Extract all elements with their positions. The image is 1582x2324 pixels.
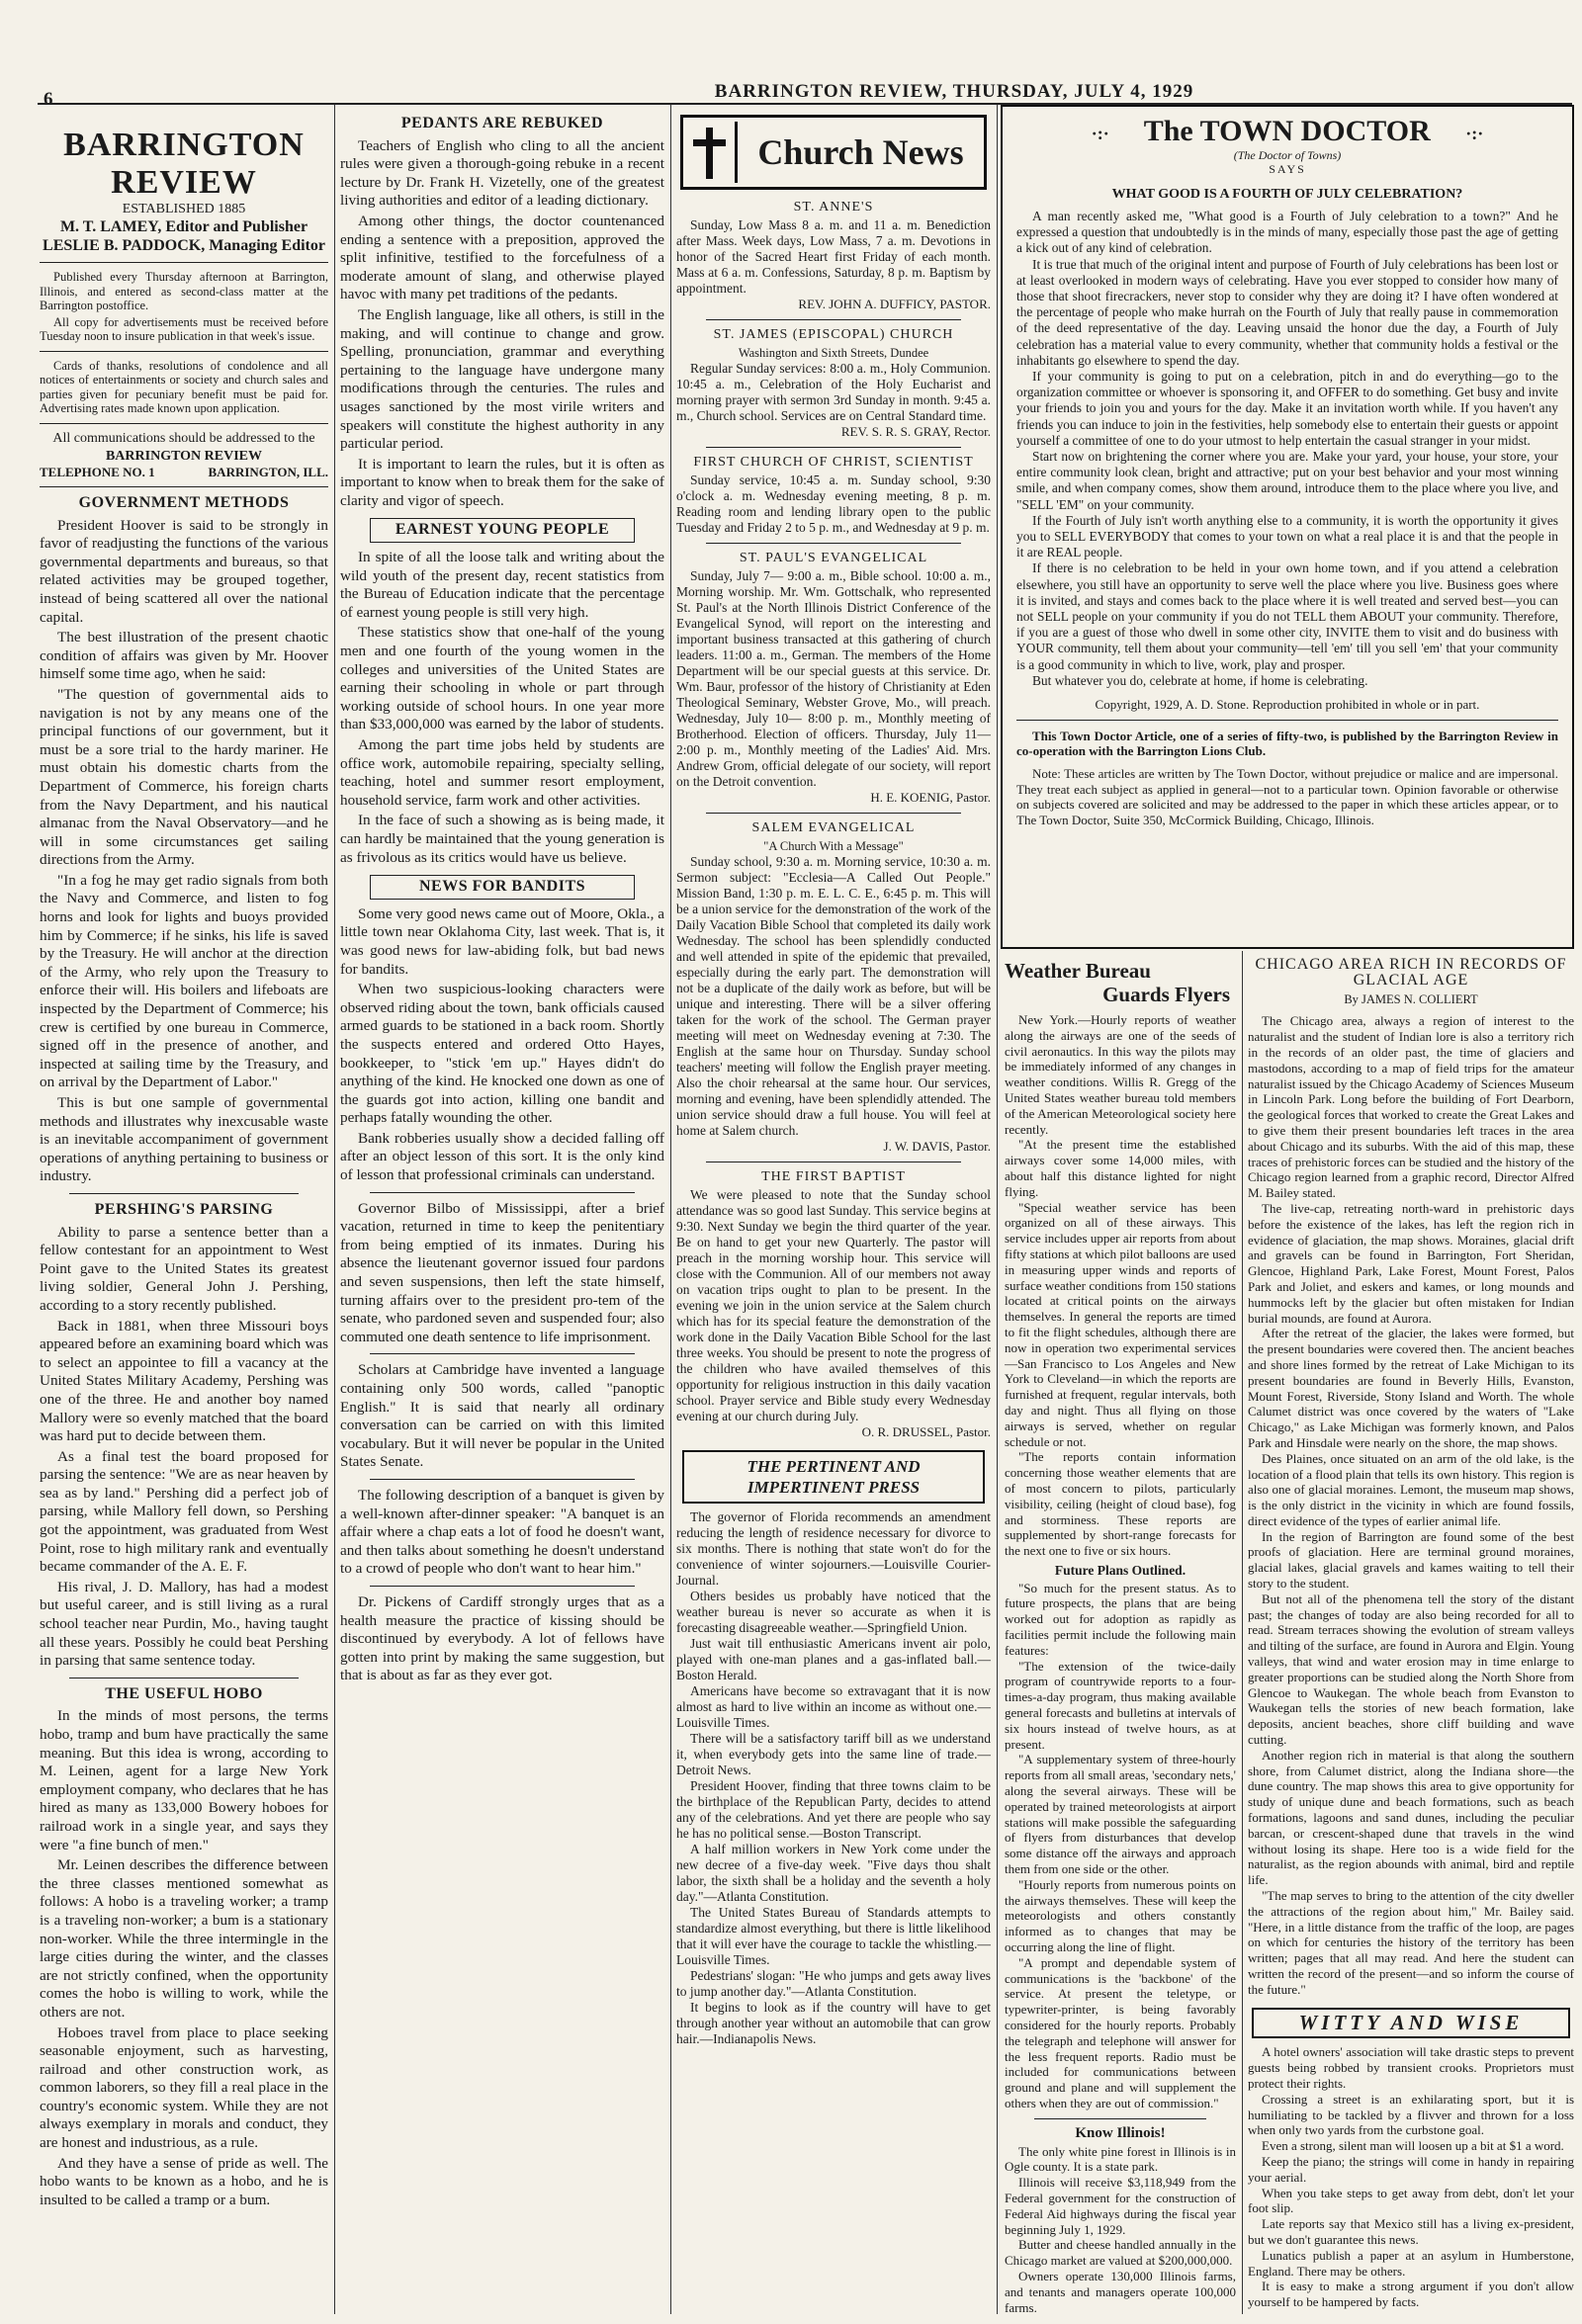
- divider: [706, 543, 961, 544]
- telephone: TELEPHONE NO. 1: [40, 464, 155, 479]
- town-doctor-paragraph: If the Fourth of July isn't worth anything else to a community, it is worth the opportunity it gives you to SELL EVERYBODY that comes to your town on what a real place it is and that the people in it are REAL people.: [1016, 512, 1558, 560]
- weather-subhead: Future Plans Outlined.: [1054, 1562, 1186, 1578]
- divider: [706, 319, 961, 320]
- press-item: Pedestrians' slogan: "He who jumps and gets away lives to jump another day."—Atlanta Constitution.: [676, 1968, 991, 1999]
- town-doctor-paragraph: If your community is going to put on a celebration, pitch in and do everything—go to the organization committee or whoever is sponsoring it, and OFFER to do something. Get busy and invite your friends to join you and yours for the day. Make it an invitation worth while. If you haven't any friends you can induce to join in the festivities, help somebody else to entertain their guests or appoint yourself a committee of one to do your utmost to help entertain the casual stranger in your midst.: [1016, 369, 1558, 448]
- headline-pershings-parsing: PERSHING'S PARSING: [94, 1200, 274, 1218]
- church-text: Sunday, Low Mass 8 a. m. and 11 a. m. Benediction after Mass. Week days, Low Mass, 7 a. m. Devotions in honor of the Sacred Heart first Friday of each month. Mass at 6 a. m. Confessions, Saturday, 8 p. m. Baptism by appointment.: [676, 217, 991, 296]
- divider: [69, 1193, 299, 1194]
- weather-headline-2: Guards Flyers: [1102, 983, 1230, 1006]
- chicago-byline: By JAMES N. COLLIERT: [1344, 991, 1478, 1006]
- church-news-title: Church News: [757, 132, 964, 172]
- issue-header: BARRINGTON REVIEW, THURSDAY, JULY 4, 1929: [714, 81, 1194, 102]
- church-signature: H. E. KOENIG, Pastor.: [870, 790, 991, 805]
- column-rule: [1242, 951, 1243, 2314]
- press-item: A half million workers in New York come under the new decree of a five-day week. "Five days thou shalt labor, the sixth shall be a holiday and the seventh a holy day."—Atlanta Constitution.: [676, 1842, 991, 1904]
- town-doctor-paragraph: Start now on brightening the corner where you are. Make your yard, your house, your store, your entire community look clean, bright and attractive; put on your best behavior and your most winning smile, and when company comes, show them around, introduce them to the place where you live, and "SELL 'EM" on your community.: [1016, 449, 1558, 512]
- town-doctor-subtitle: (The Doctor of Towns): [1233, 148, 1342, 162]
- chicago-headline: CHICAGO AREA RICH IN RECORDS OF GLACIAL AGE: [1255, 956, 1567, 989]
- contact-row: [40, 466, 328, 480]
- weather-paragraph: "So much for the present status. As to future prospects, the plans that are being worked out for adoption as rapidly as facilities permit include the following main features:: [1005, 1580, 1236, 1658]
- church-st-pauls: ST. PAUL'S EVANGELICAL: [739, 551, 928, 565]
- article-paragraph: Among other things, the doctor countenanced ending a sentence with a preposition, approved the split infinitive, testified to the forcefulness of a moderate amount of slang, and otherwise played havoc with many pet traditions of the pedants.: [340, 212, 664, 303]
- church-signature: REV. S. R. S. GRAY, Rector.: [840, 424, 991, 439]
- page-number: 6: [44, 89, 53, 110]
- divider: [40, 423, 328, 424]
- press-item: Just wait till enthusiastic Americans invent air polo, played with one-man planes and a gas-inflated ball.—Boston Herald.: [676, 1636, 991, 1682]
- town-doctor-paragraph: It is true that much of the original intent and purpose of Fourth of July celebrations has been lost or at least overlooked in modern ways of celebrating. Have you ever stopped to consider how many of those that shoot firecrackers, never stop to consider why they are doing it? I have often wondered at the percentage of people who make hurrah on the Fourth of July that really pause in commemoration of the deed representative of the day. Leaving unsaid the honor due the day, a Fourth of July celebration has a material value to every community, whether that community holds a festival or the inhabitants go elsewhere to spend the day.: [1016, 256, 1558, 368]
- church-sub: Washington and Sixth Streets, Dundee: [738, 346, 929, 360]
- press-item: The United States Bureau of Standards attempts to standardize almost everything, but there is little likelihood that it will ever have the courage to tackle the whistling.—Louisville Times.: [676, 1905, 991, 1967]
- town-doctor-note: Note: These articles are written by The Town Doctor, without prejudice or malice and are impersonal. They treat each subject as applied in general—not to a particular town. Opinion favorable or otherwise on subjects covered are solicited and may be addressed to the paper in which these articles appear, or to The Town Doctor, Suite 350, McCormick Building, Chicago, Illinois.: [1016, 766, 1558, 827]
- weather-paragraph: "Special weather service has been organized on all of these airways. This service includes upper air reports from about fifty stations at which pilot balloons are used in measuring upper winds and reports of surface weather conditions from 150 stations located at critical points on the airways themselves. In general the reports are timed to fit the flight schedules, although there are now in operation two experimental services—San Francisco to Los Angeles and New York to Cleveland—in which the reports are furnished at frequent, regular intervals, both day and night. Thus all flying on those airways is served, whether on regular schedule or not.: [1005, 1199, 1236, 1449]
- column-2: [340, 109, 664, 2318]
- church-first-baptist: THE FIRST BAPTIST: [761, 1169, 906, 1184]
- column-rule: [670, 105, 671, 2314]
- masthead-editor: M. T. LAMEY, Editor and Publisher: [59, 218, 308, 235]
- church-text: Regular Sunday services: 8:00 a. m., Holy Communion. 10:45 a. m., Celebration of the Holy Eucharist and morning prayer with sermon 3rd Sunday in month. 9:45 a. m., Church school. Services are on Central Standard time.: [676, 361, 991, 423]
- weather-paragraph: "The reports contain information concerning those weather elements that are of most concern to pilots, particularly visibility, ceiling (height of cloud base), fog and storminess. These reports are supplemented by short-range forecasts for the next one to five or six hours.: [1005, 1449, 1236, 1559]
- know-illinois-item: Butter and cheese handled annually in the Chicago market are valued at $200,000,000.: [1005, 2237, 1236, 2269]
- headline-news-for-bandits: NEWS FOR BANDITS: [370, 875, 635, 900]
- masthead-established: ESTABLISHED 1885: [122, 202, 246, 216]
- article-paragraph: Scholars at Cambridge have invented a language containing only 500 words, called "panoptic English." It is said that nearly all ordinary conversation can be carried on with this limited vocabulary. But it will never be popular in the United States Senate.: [340, 1361, 664, 1471]
- article-paragraph: When two suspicious-looking characters were observed riding about the town, bank officials caused armed guards to be stationed in a back room. Shortly the suspects entered and ordered Otto Hayes, bookkeeper, to "stick 'em up." Hayes didn't do anything of the kind. He knocked one down as one of the guards got into action, killing one bandit and perhaps fatally wounding the other.: [340, 981, 664, 1127]
- weather-paragraph: "The extension of the twice-daily program of countrywide reports to a four-times-a-day program, thus making available general forecasts and bulletins at intervals of six hours instead of twelve hours, as at present.: [1005, 1658, 1236, 1752]
- witty-item: When you take steps to get away from debt, don't let your foot slip.: [1248, 2185, 1574, 2216]
- divider: [370, 1192, 635, 1193]
- town-doctor-paragraph: But whatever you do, celebrate at home, if home is celebrating.: [1032, 672, 1368, 688]
- article-paragraph: As a final test the board proposed for parsing the sentence: "We are as near heaven by sea as by land." Pershing did a perfect job of parsing, while Mallory fell down, so Pershing got the appointment, was graduated from West Point, rose to high military rank and eventually became commander of the A. E. F.: [40, 1447, 328, 1576]
- chicago-paragraph: The live-cap, retreating north-ward in prehistoric days before the existence of the lakes, has left the region rich in evidence of glaciation, the map shows. Moraines, glacial drift and gravels can be found in Barrington, Fort Sheridan, Glencoe, Highland Park, Lake Forest, Mount Forest, Palos Park and Joliet, and eskers and kames, or long mounds and hummocks left by the glacier but often mistaken for Indian burial mounds, are found at Aurora.: [1248, 1200, 1574, 1326]
- town-doctor-title-row: [1016, 115, 1558, 148]
- town-doctor-copyright: Copyright, 1929, A. D. Stone. Reproduction prohibited in whole or in part.: [1095, 697, 1480, 713]
- article-paragraph: The following description of a banquet is given by a well-known after-dinner speaker: "A banquet is an affair where a chap eats a lot of food he doesn't want, and then talks about something he doesn't understand to a crowd of people who don't want to hear him.": [340, 1486, 664, 1578]
- church-text: Sunday, July 7— 9:00 a. m., Bible school. 10:00 a. m., Morning worship. Mr. Wm. Gottschalk, who represented St. Paul's at the North Illinois District Conference of the Evangelical Synod, will report on the interesting and important business transacted at this gathering of church leaders. 11:00 a. m., German. The members of the Home Department will be our special guests at this service. Dr. Wm. Baur, professor of the history of Christianity at Eden Theological Seminary, Webster Grove, Mo., will preach. Wednesday, July 10— 8:00 p. m., Monthly meeting of Brotherhood. Election of officers. Thursday, July 11— 2:00 p. m., Monthly meeting of the Ladies' Aid. Mrs. Andrew Grom, official delegate of our society, will report on the Detroit convention.: [676, 568, 991, 789]
- address-note: All communications should be addressed to the: [52, 430, 315, 446]
- divider: [1016, 720, 1558, 721]
- article-paragraph: These statistics show that one-half of the young men and one fourth of the young women in the colleges and universities of the United States are earning their schooling in whole or part through working outside of school hours. In one year more than $33,000,000 was earned by the labor of students.: [340, 624, 664, 733]
- press-item: President Hoover, finding that three towns claim to be the birthplace of the Republican Party, decides to attend any of the celebrations. And yet there are people who say he has no political sense.—Boston Transcript.: [676, 1778, 991, 1841]
- town-doctor-box: [1001, 105, 1574, 949]
- article-paragraph: Mr. Leinen describes the difference between the three classes mentioned somewhat as follows: A hobo is a traveling worker; a tramp is a traveling non-worker; a bum is a stationary non-worker. While the three intermingle in the large cities during the winter, and the classes are not strictly confined, when the opportunity comes the hobo is willing to work, while the others are not.: [40, 1856, 328, 2021]
- know-illinois-item: Illinois will receive $3,118,949 from the Federal government for the construction of Federal Aid highways during the fiscal year beginning July 1, 1929.: [1005, 2175, 1236, 2237]
- church-text: Sunday service, 10:45 a. m. Sunday school, 9:30 o'clock a. m. Wednesday evening meeting, 8 p. m. Reading room and lending library open to the public Tuesday and Friday 2 to 5 p. m., and Wednesday at 9 p. m.: [676, 473, 991, 535]
- address-name: BARRINGTON REVIEW: [105, 448, 263, 464]
- column-1: [40, 109, 328, 2318]
- article-paragraph: Among the part time jobs held by students are office work, automobile repairing, specialty selling, teaching, hotel and summer resort employment, household service, farm work and other activities.: [340, 736, 664, 809]
- chicago-paragraph: Another region rich in material is that along the southern shore, from Calumet district, along the Indiana shore—the dune country. The map shows this area to give opportunity for study of unique dune and beach formations, such as beach formations, lagoons and sand dunes, including the peculiar barcan, or crescent-shaped dune that travels in the wind without losing its shape. Here too is a wide field for the naturalist, as the region abounds with animal, bird and reptile life.: [1248, 1747, 1574, 1888]
- article-paragraph: It is important to learn the rules, but it is often as important to know when to break them for the sake of clarity and vigor of speech.: [340, 455, 664, 509]
- witty-item: Crossing a street is an exhilarating sport, but it is humiliating to be tackled by a flivver and thrown for a loss when only two yards from the curbstone goal.: [1248, 2091, 1574, 2138]
- copy-note: All copy for advertisements must be received before Tuesday noon to insure publication in that week's issue.: [40, 314, 328, 343]
- column-3: [676, 109, 991, 2318]
- divider: [370, 1353, 635, 1354]
- chicago-paragraph: The Chicago area, always a region of interest to the naturalist and the student of Indian lore is also a territory rich in the records of an older past, the time of glaciers and mastodons, according to a map of field trips for the amateur naturalist issued by the Chicago Academy of Sciences Museum in Lincoln Park. Long before the building of Fort Dearborn, the geological forces that worked to create the Great Lakes and to give them their present boundaries left traces in the area about Chicago and its suburbs. With the aid of this map, these traces of prehistoric forces can be studied and the history of the Chicago region learned from a graphic record, Director Alfred M. Bailey stated.: [1248, 1013, 1574, 1201]
- divider: [40, 351, 328, 352]
- church-st-james: ST. JAMES (EPISCOPAL) CHURCH: [713, 327, 954, 342]
- column-rule: [334, 105, 335, 2314]
- press-item: There will be a satisfactory tariff bill as we understand it, when everybody gets into the same line of trade.—Detroit News.: [676, 1731, 991, 1777]
- press-item: The governor of Florida recommends an amendment reducing the length of residence necessary for divorce to six months. There is nothing that state won't do for the convenience of winter sojourners.—Louisville Courier-Journal.: [676, 1509, 991, 1588]
- town-doctor-says: SAYS: [1269, 162, 1306, 176]
- headline-government-methods: GOVERNMENT METHODS: [78, 494, 290, 511]
- church-salem: SALEM EVANGELICAL: [751, 820, 916, 835]
- city: BARRINGTON, ILL.: [208, 464, 328, 479]
- article-paragraph: His rival, J. D. Mallory, has had a modest but useful career, and is still living as a rural school teacher near Purdin, Mo., having taught all these years. Possibly he could beat Pershing in parsing that same sentence today.: [40, 1578, 328, 1670]
- divider: [1034, 2118, 1206, 2119]
- press-banner: THE PERTINENT AND IMPERTINENT PRESS: [682, 1450, 985, 1504]
- witty-item: A hotel owners' association will take drastic steps to prevent guests being robbed by transient crooks. Proprietors must protect their rights.: [1248, 2044, 1574, 2091]
- article-paragraph: Dr. Pickens of Cardiff strongly urges that as a health measure the practice of kissing should be discontinued by everybody. A lot of fellows have gotten into print by making the same suggestion, but that is about as far as they ever got.: [340, 1592, 664, 1684]
- press-item: It begins to look as if the country will have to get through another year without an automobile that can grow hair.—Indianapolis News.: [676, 2000, 991, 2046]
- church-signature: REV. JOHN A. DUFFICY, PASTOR.: [798, 297, 991, 311]
- witty-item: Late reports say that Mexico still has a living ex-president, but we don't guarantee this news.: [1248, 2216, 1574, 2247]
- church-st-annes: ST. ANNE'S: [793, 200, 874, 215]
- chicago-paragraph: After the retreat of the glacier, the lakes were formed, but the present boundaries were covered then. The ancient beaches and shore lines formed by the retreat of Lake Michigan to its present boundaries are found in Beverly Hills, Evanston, Mount Forest, Riverside, Stony Island and Worth. The whole Calumet district was once covered by the waters of "Lake Chicago," as Lake Michigan was formerly known, and Palos Park and Hinsdale were nearly on the shore, the map shows.: [1248, 1326, 1574, 1450]
- divider: [40, 486, 328, 487]
- divider: [370, 1479, 635, 1480]
- article-paragraph: Back in 1881, when three Missouri boys appeared before an examining board which was to select an appointee to fill a vacancy at the United States Military Academy, Pershing was one of the three. He and another boy named Mallory were so evenly matched that the board was hard put to decide between them.: [40, 1317, 328, 1445]
- know-illinois-item: Owners operate 130,000 Illinois farms, and tenants and managers operate 100,000 farms.: [1005, 2268, 1236, 2315]
- church-sub: "A Church With a Message": [763, 839, 904, 853]
- weather-headline: [1005, 959, 1236, 1006]
- chicago-paragraph: In the region of Barrington are found some of the best proofs of glaciation. Here are terminal ground moraines, glacial lakes, glacial gravels and kames waiting to tell their story to the student.: [1248, 1528, 1574, 1592]
- article-paragraph: "In a fog he may get radio signals from both the Navy and Commerce, and listen to fog horns and look for lights and buoys provided him by Commerce; if he sinks, his life is saved by the Treasury. He will anchor at the direction of the Army, who rely upon the Treasury to enforce their will. His boilers and lifeboats are inspected by the Department of Commerce; his crew is certified by one bureau in Commerce, signed off in the presence of another, and inspected at sailing time by the Treasury, and on arrival by the Department of Labor.": [40, 871, 328, 1091]
- article-paragraph: Teachers of English who cling to all the ancient rules were given a thorough-going rebuke in a recent lecture by Dr. Frank H. Vizetelly, one of the greatest living authorities and editor of a leading dictionary.: [340, 136, 664, 210]
- weather-paragraph: "At the present time the established airways cover some 14,000 miles, with about half this distance lighted for night flying.: [1005, 1137, 1236, 1199]
- masthead-title: BARRINGTON REVIEW: [63, 127, 305, 201]
- article-paragraph: The best illustration of the present chaotic condition of affairs was given by Mr. Hoover himself some time ago, when he said:: [40, 629, 328, 683]
- know-illinois-item: The only white pine forest in Illinois is in Ogle county. It is a state park.: [1005, 2143, 1236, 2175]
- church-signature: O. R. DRUSSEL, Pastor.: [861, 1424, 991, 1439]
- town-doctor-paragraph: A man recently asked me, "What good is a Fourth of July celebration to a town?" And he expressed a question that undoubtedly is in the minds of many, especially those past the age of getting a kick out of any kind of celebration.: [1016, 209, 1558, 256]
- weather-headline-1: Weather Bureau: [1005, 959, 1151, 983]
- headline-pedants: PEDANTS ARE REBUKED: [400, 115, 604, 131]
- headline-useful-hobo: THE USEFUL HOBO: [105, 1684, 263, 1702]
- article-paragraph: In spite of all the loose talk and writing about the wild youth of the present day, recent statistics from the Bureau of Education indicate that the percentage of earnest young people is still very high.: [340, 549, 664, 621]
- divider: [706, 447, 961, 448]
- ornament-icon: ·:·: [1465, 123, 1484, 143]
- article-paragraph: In the face of such a showing as is being made, it can hardly be maintained that the young generation is as frivolous as its critics would have us believe.: [340, 812, 664, 866]
- witty-item: Lunatics publish a paper at an asylum in Humberstone, England. There may be others.: [1248, 2247, 1574, 2279]
- article-paragraph: Bank robberies usually show a decided falling off after an object lesson of this sort. It is the only kind of lesson that professional criminals can understand.: [340, 1129, 664, 1184]
- chicago-paragraph: But not all of the phenomena tell the story of the distant past; the changes of today are also being recorded for all to read. Stream terraces showing the evolution of stream valleys and tilting of the surface, are found in Aurora and Elgin. Young valleys, that wind and water erosion may in time enlarge to greater proportions can be studied along the North Shore from Glencoe to Waukegan. The whole beach from Evanston to Waukegan tells the stories of new beach formation, lake deposits, ancient beaches, shore cliff building and wave cutting.: [1248, 1591, 1574, 1748]
- church-text: Sunday school, 9:30 a. m. Morning service, 10:30 a. m. Sermon subject: "Ecclesia—A Called Out People." Mission Band, 1:30 p. m. E. L. C. E., 6:45 p. m. This will be a union service for the demonstration of the work of the Daily Vacation Bible School that completed its daily work Wednesday. The school has been splendidly conducted and well attended in spite of the epidemic that prevailed, especially during the early part. The demonstration will not be a duplicate of the daily work as before, but will be unique and interesting. There will be a silver offering taken for the work of the school. The German prayer meeting will meet on Wednesday evening at 7:30. The English at the same hour on Thursday. Sunday school teachers' meeting will follow the English prayer meeting. Also the choir rehearsal at the same hour. Our services, morning and evening, have been splendidly attended. The union service should draw a full house. You will feel at home at Salem church.: [676, 854, 991, 1138]
- cross-icon: [683, 122, 738, 183]
- article-paragraph: In the minds of most persons, the terms hobo, tramp and bum have practically the same meaning. But this idea is wrong, according to M. Leinen, agent for a large New York employment company, who declares that he has hired as many as 133,000 Bowery hoboes for railroad work in a single year, and says they were "a fine bunch of men.": [40, 1707, 328, 1853]
- chicago-paragraph: Des Plaines, once situated on an arm of the old lake, is the location of a flood plain that tells its own history. This region is also one of glacial moraines. Lemont, the museum map shows, is the only district in the vicinity in which are found fossils, direct evidence of the types of earlier animal life.: [1248, 1450, 1574, 1528]
- witty-item: Even a strong, silent man will loosen up a bit at $1 a word.: [1262, 2138, 1564, 2154]
- column-rule: [997, 105, 998, 2314]
- weather-paragraph: "A supplementary system of three-hourly reports from all small areas, 'secondary nets,' along the several airways. These will be operated by trained meteorologists at airport stations will make possible the safeguarding of flyers from disturbances that develop some distance off the airways and approach them from one side or the other.: [1005, 1752, 1236, 1877]
- weather-column: [1005, 955, 1236, 2317]
- divider: [40, 262, 328, 263]
- divider: [370, 1586, 635, 1587]
- witty-item: It is easy to make a strong argument if you don't allow yourself to be hampered by facts.: [1248, 2279, 1574, 2310]
- weather-paragraph: "A prompt and dependable system of communications is the 'backbone' of the service. At present the teletype, or typewriter-printer, is being favorably considered for the hourly reports. Probably the telegraph and telephone will answer for the less frequent reports. Radio must be included for communications between ground and plane and will supplement the others when they are out of commission.": [1005, 1954, 1236, 2110]
- town-doctor-paragraph: If there is no celebration to be held in your own home town, and if you attend a celebration elsewhere, you still have an opportunity to serve well the place where you live. Business goes where it is invited, and stays and comes back to the place where it is well treated and served best—you can not SELL people on your community if you do not TELL them ABOUT your community. Therefore, if you are a guest of those who dwell in some other city, INVITE them to visit and do business with YOUR community, tell them about your community—tell 'em' till you sell 'em' that your community is a good community in which to live, work, play and prosper.: [1016, 560, 1558, 672]
- published-note: Published every Thursday afternoon at Barrington, Illinois, and entered as second-class matter at the Barrington postoffice.: [40, 270, 328, 312]
- town-doctor-question: WHAT GOOD IS A FOURTH OF JULY CELEBRATION?: [1111, 187, 1463, 202]
- ornament-icon: ·:·: [1091, 123, 1109, 143]
- weather-paragraph: New York.—Hourly reports of weather along the airways are one of the seeds of civil aeronautics. In this way the pilots may be immediately informed of any changes in weather conditions. Willis R. Gregg of the United States weather bureau told members of the American Meteorological society here recently.: [1005, 1012, 1236, 1137]
- masthead-managing-editor: LESLIE B. PADDOCK, Managing Editor: [43, 237, 325, 254]
- article-paragraph: And they have a sense of pride as well. The hobo wants to be known as a hobo, and he is insulted to be called a tramp or a bum.: [40, 2154, 328, 2208]
- press-item: Americans have become so extravagant that it is now almost as hard to live within an income as without one.—Louisville Times.: [676, 1683, 991, 1730]
- church-text: We were pleased to note that the Sunday school attendance was so good last Sunday. This service begins at 9:30. Next Sunday we begin the third quarter of the year. Be on hand to get your new Quarterly. The pastor will preach in the morning worship hour. This service will close with the Communion. All of our members not away on vacation trips ought to plan to be present. In the evening we join in the union service at the Salem church which has for its special feature the demonstration of the work done in the Daily Vacation Bible School for the last three weeks. You should be present to note the progress of the children who have availed themselves of this opportunity for religious instruction in this daily vacation school. Prayer service and Bible study every Wednesday evening at our church during July.: [676, 1187, 991, 1423]
- headline-earnest-young-people: EARNEST YOUNG PEOPLE: [370, 518, 635, 543]
- article-paragraph: Some very good news came out of Moore, Okla., a little town near Oklahoma City, last week. That is, it was good news for law-abiding folk, but bad news for bandits.: [340, 904, 664, 978]
- chicago-paragraph: "The map serves to bring to the attention of the city dweller the attractions of the region about him," Mr. Bailey said. "Here, in a little distance from the traffic of the loop, are pages on which for centuries the history of the territory has been written; pages that all may read. And here the student can written the record of the present—and so inform the course of the future.": [1248, 1888, 1574, 1997]
- church-first-scientist: FIRST CHURCH OF CHRIST, SCIENTIST: [693, 455, 974, 470]
- town-doctor-title: The TOWN DOCTOR: [1143, 115, 1431, 147]
- article-paragraph: President Hoover is said to be strongly in favor of readjusting the functions of the various governmental departments and bureaus, so that related activities may be grouped together, instead of being scattered all over the national capital.: [40, 516, 328, 626]
- article-paragraph: This is but one sample of governmental methods and illustrates why inexcusable waste is an inevitable accompaniment of government operations of anything pertaining to business or industry.: [40, 1094, 328, 1185]
- article-paragraph: The English language, like all others, is still in the making, and will continue to change and grow. Spelling, pronunciation, grammar and everything pertaining to the language have undergone many modifications through the centuries. The rules and usages sanctioned by the most virile writers and speakers will constitute the highest authority in any particular period.: [340, 305, 664, 453]
- press-item: Others besides us probably have noticed that the weather bureau is never so accurate as when it is forecasting disagreeable weather.—Springfield Union.: [676, 1589, 991, 1635]
- article-paragraph: "The question of governmental aids to navigation is not by any means one of the principal functions of our government, but it must be a sore trial to the hardy mariner. He must obtain his domestic charts from the Department of Commerce, his foreign charts from the Navy Department, and his nautical almanac from the Naval Observatory—and he will in some circumstances get sailing directions from the Army.: [40, 685, 328, 869]
- weather-paragraph: "Hourly reports from numerous points on the airways themselves. These will keep the meteorologists and others constantly informed as to changes that may be occurring along the line of flight.: [1005, 1876, 1236, 1955]
- church-news-banner: [680, 115, 987, 190]
- know-illinois-head: Know Illinois!: [1075, 2124, 1166, 2141]
- town-doctor-series: This Town Doctor Article, one of a series of fifty-two, is published by the Barrington Review in co-operation with the Barrington Lions Club.: [1016, 728, 1558, 758]
- witty-and-wise-banner: WITTY AND WISE: [1252, 2008, 1570, 2039]
- cards-note: Cards of thanks, resolutions of condolence and all notices of entertainments or society and church sales and parties given for pecuniary benefit must be paid for. Advertising rates made known upon application.: [40, 358, 328, 415]
- article-paragraph: Ability to parse a sentence better than a fellow contestant for an appointment to West Point gave to the United States its greatest living soldier, General John J. Pershing, according to a story recently published.: [40, 1223, 328, 1314]
- article-paragraph: Hoboes travel from place to place seeking seasonable enjoyment, such as harvesting, railroad and other construction work, as common laborers, so they fill a real place in the country's economic system. While they are not always exemplary in morals and conduct, they are honest and industrious, as a rule.: [40, 2023, 328, 2152]
- witty-item: Keep the piano; the strings will come in handy in repairing your aerial.: [1248, 2153, 1574, 2185]
- chicago-column: [1248, 955, 1574, 2317]
- divider: [706, 813, 961, 814]
- church-signature: J. W. DAVIS, Pastor.: [883, 1139, 991, 1154]
- article-paragraph: Governor Bilbo of Mississippi, after a brief vacation, returned in time to keep the penitentiary from being emptied of its inmates. During his absence the lieutenant governor issued four pardons and seven suspensions, then left the state himself, turning affairs over to the president pro-tem of the senate, who pardoned seven and suspended four; also commuted one death sentence to life imprisonment.: [340, 1199, 664, 1345]
